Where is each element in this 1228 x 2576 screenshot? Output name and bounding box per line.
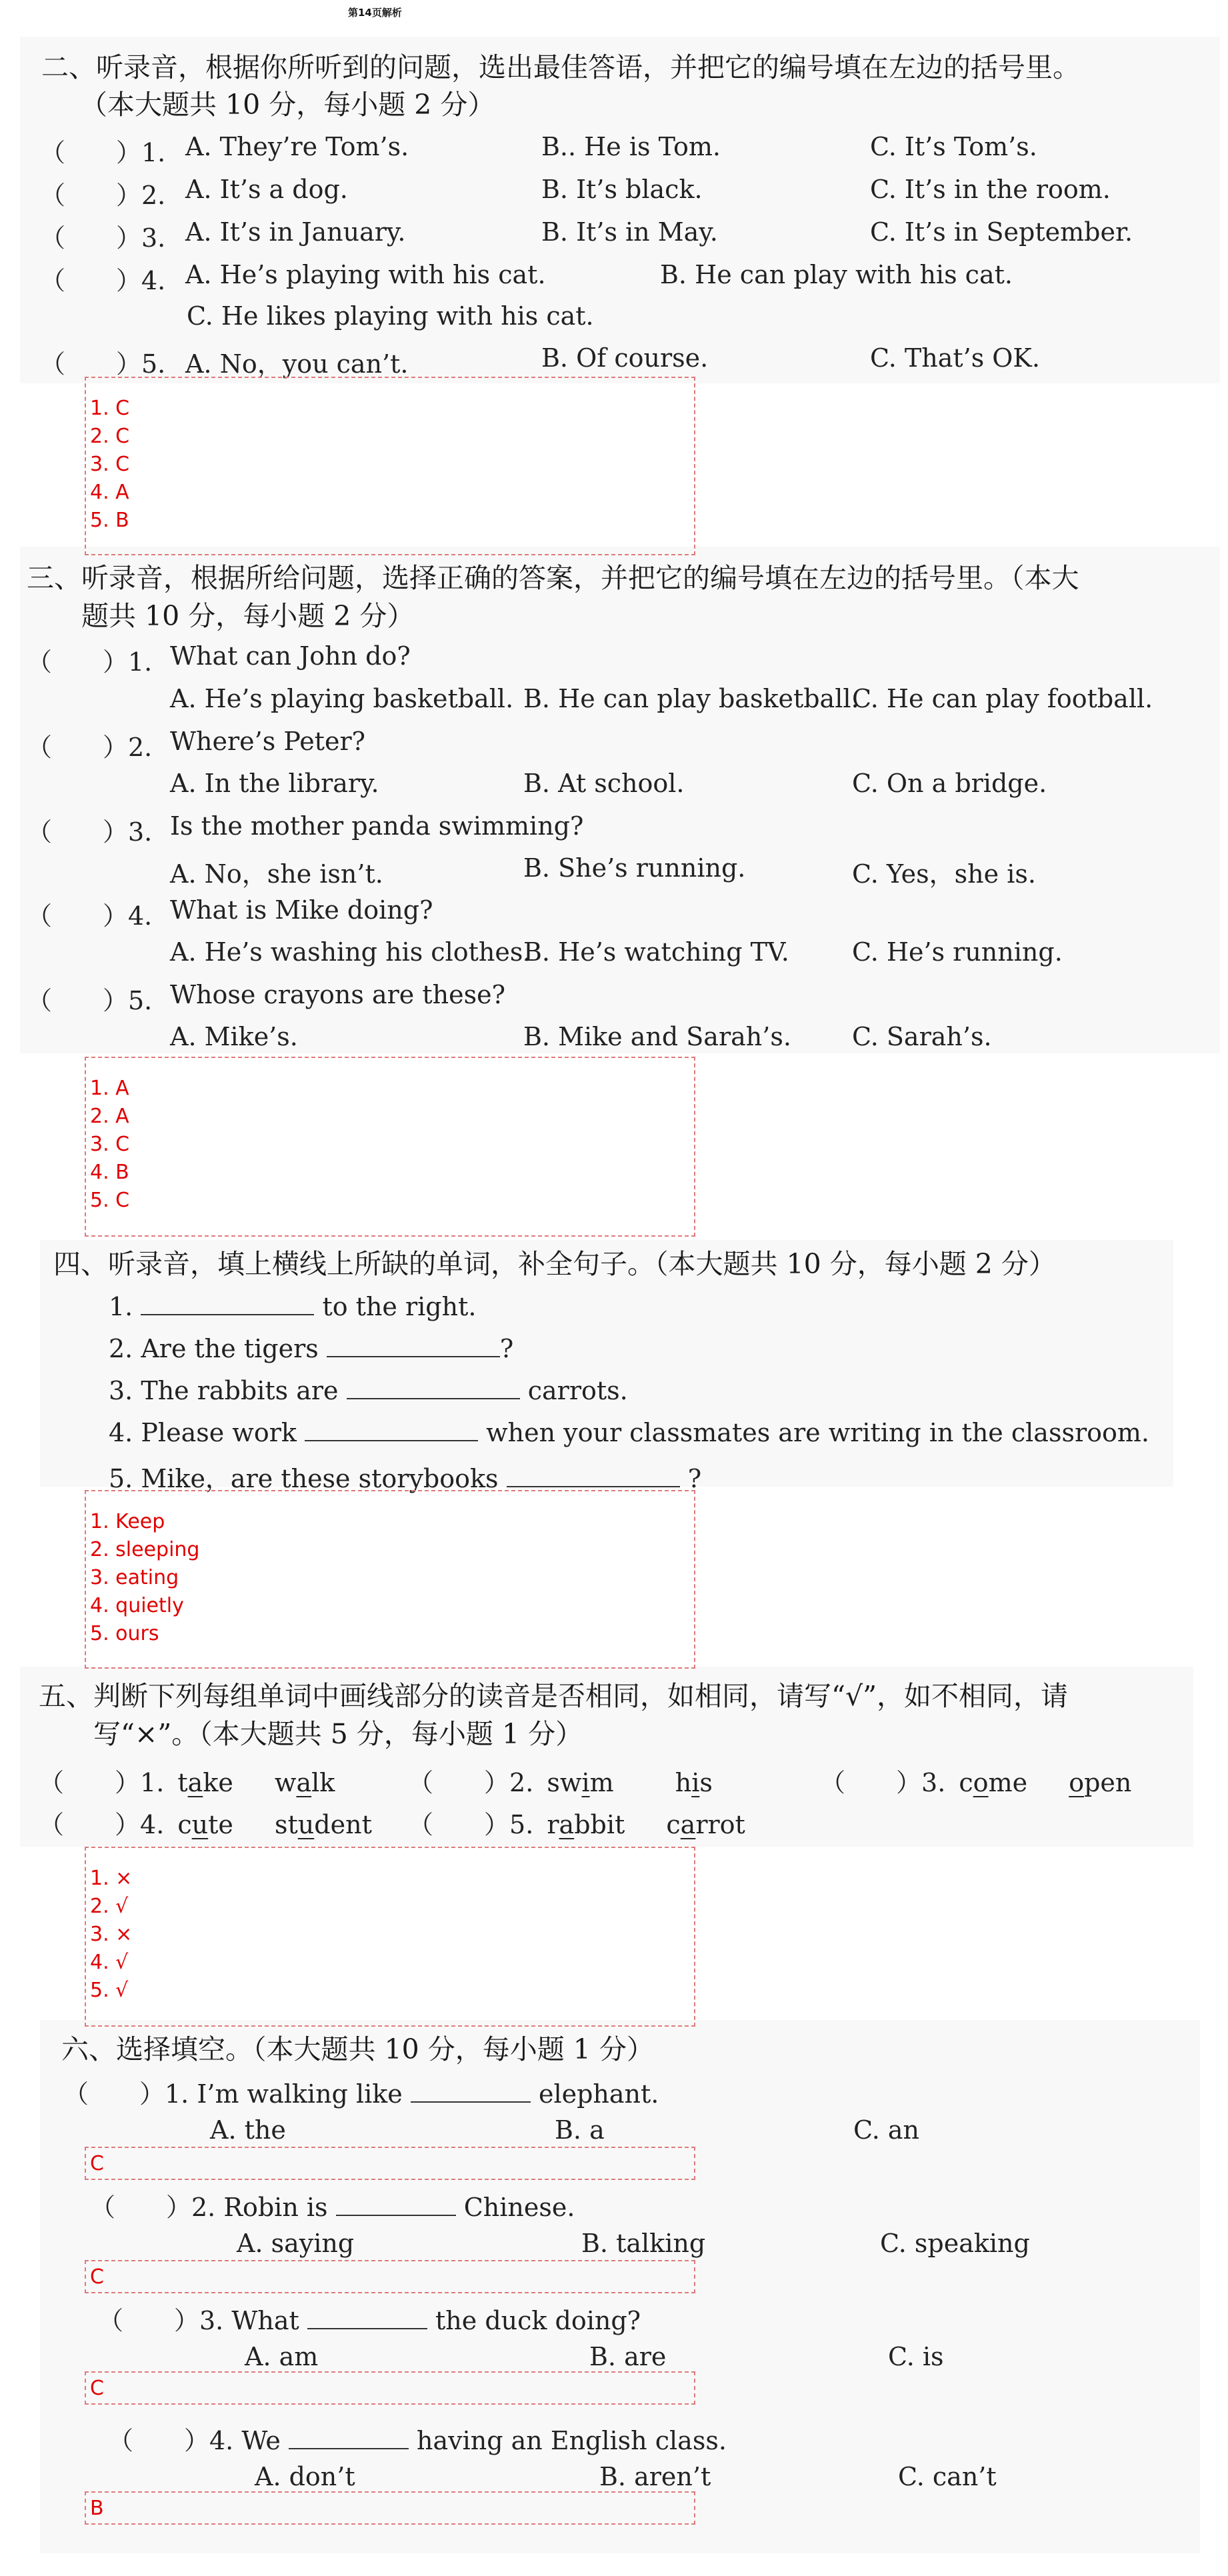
s3-q1-num: （ ）1. <box>27 647 153 677</box>
s6-q1-num: （ ）1. <box>63 2079 189 2109</box>
s4-q3 <box>109 1374 628 1405</box>
s3-q3-a: A. No，she isn’t. <box>170 859 383 889</box>
s4-answer-box <box>85 1490 695 1669</box>
s2-q1-b: B.. He is Tom. <box>541 132 721 161</box>
s6-q3 <box>98 2300 641 2337</box>
s6-q3-b: B. are <box>589 2342 667 2371</box>
s4-q3-blank <box>347 1374 520 1399</box>
s5-item-2-num: 2. <box>509 1768 534 1797</box>
s5-answer-3: 3. × <box>90 1923 133 1946</box>
s4-q4 <box>109 1416 1149 1447</box>
s2-q5-c: C. That’s OK. <box>870 343 1040 373</box>
s4-answer-4: 4. quietly <box>90 1594 184 1617</box>
s6-q2-blank <box>336 2191 456 2216</box>
s3-q2-a: A. In the library. <box>170 769 379 798</box>
s5-item-3-num: 3. <box>921 1768 946 1797</box>
s2-q5-a: A. No，you can’t. <box>185 349 409 379</box>
s2-answer-5: 5. B <box>90 509 129 532</box>
s6-q2-b: B. talking <box>581 2229 706 2258</box>
s2-answer-2: 2. C <box>90 425 130 448</box>
s5-item-2-paren: （ ） <box>408 1768 510 1797</box>
s5-answer-2: 2. √ <box>90 1895 129 1918</box>
s5-item-2-word1: swim <box>547 1768 614 1797</box>
s4-q2-num: 2. <box>109 1334 133 1364</box>
s6-q2-before: Robin is <box>223 2193 328 2222</box>
s3-q4-num: （ ）4. <box>27 901 153 931</box>
s4-q1-blank <box>141 1290 314 1315</box>
s6-q1-b: B. a <box>555 2115 605 2145</box>
s5-item-5-num: 5. <box>509 1810 534 1839</box>
s6-q3-c: C. is <box>888 2342 944 2371</box>
s4-q4-after: when your classmates are writing in the classroom. <box>486 1418 1149 1448</box>
s5-title2: 写“×”。（本大题共 5 分，每小题 1 分） <box>93 1718 583 1750</box>
s6-q4-num: （ ）4. <box>108 2426 234 2455</box>
s6-q4-b: B. aren’t <box>599 2462 711 2491</box>
page-header: 第14页解析 <box>348 7 402 19</box>
s6-q1-blank <box>411 2077 531 2103</box>
s3-q3-b: B. She’s running. <box>523 853 746 883</box>
s3-q1-b: B. He can play basketball. <box>523 684 859 713</box>
s5-item-2-word2: his <box>675 1768 713 1797</box>
s3-q3-text: Is the mother panda swimming? <box>170 811 584 841</box>
s2-answer-4: 4. A <box>90 481 129 504</box>
s6-q3-before: What <box>231 2306 299 2335</box>
s2-q5-b: B. Of course. <box>541 343 709 373</box>
s3-title2: 题共 10 分，每小题 2 分） <box>81 600 415 632</box>
s5-item-1 <box>39 1762 335 1799</box>
s3-q2-num: （ ）2. <box>27 733 153 762</box>
s5-item-1-word2: walk <box>274 1768 335 1797</box>
s3-answer-1: 1. A <box>90 1077 129 1100</box>
s2-points: （本大题共 10 分，每小题 2 分） <box>80 89 495 121</box>
s2-q1-num: （ ）1. <box>40 138 166 167</box>
s6-q1-c: C. an <box>853 2115 920 2145</box>
s3-q4-c: C. He’s running. <box>852 937 1063 967</box>
s6-q1-before: I’m walking like <box>197 2079 403 2109</box>
s3-q4-text: What is Mike doing? <box>170 895 433 925</box>
s3-title: 三、听录音，根据所给问题，选择正确的答案，并把它的编号填在左边的括号里。（本大 <box>27 562 1079 594</box>
s4-q2-before: Are the tigers <box>141 1334 319 1364</box>
s3-answer-box <box>85 1057 695 1237</box>
s6-q3-answer: C <box>90 2377 104 2400</box>
s2-q1-a: A. They’re Tom’s. <box>185 132 409 161</box>
s4-q1-num: 1. <box>109 1292 133 1322</box>
s4-q5-after: ? <box>687 1464 702 1493</box>
s3-q4-b: B. He’s watching TV. <box>523 937 789 967</box>
s2-answer-box <box>85 377 695 555</box>
s3-q5-b: B. Mike and Sarah’s. <box>523 1022 791 1051</box>
s2-answer-3: 3. C <box>90 453 130 476</box>
s5-item-5-word1: rabbit <box>547 1810 625 1839</box>
s2-q5-num: （ ）5. <box>40 349 166 379</box>
s3-q2-text: Where’s Peter? <box>170 727 365 756</box>
s6-q1-answer-box <box>85 2147 695 2180</box>
s6-q2-after: Chinese. <box>463 2193 575 2222</box>
s4-q4-before: Please work <box>141 1418 297 1448</box>
s5-item-3-word2: open <box>1069 1768 1132 1797</box>
s2-q4-c: C. He likes playing with his cat. <box>187 301 594 331</box>
s2-q3-b: B. It’s in May. <box>541 217 718 247</box>
s4-q2-blank <box>327 1332 500 1357</box>
s4-title: 四、听录音，填上横线上所缺的单词，补全句子。（本大题共 10 分，每小题 2 分） <box>53 1248 1056 1280</box>
s2-q2-c: C. It’s in the room. <box>870 175 1111 204</box>
s5-answer-box <box>85 1847 695 2027</box>
s4-q3-before: The rabbits are <box>141 1376 339 1406</box>
s5-item-5 <box>408 1804 745 1841</box>
s6-q1-a: A. the <box>210 2115 286 2145</box>
s2-q4-a: A. He’s playing with his cat. <box>185 260 546 289</box>
s3-q3-num: （ ）3. <box>27 817 153 847</box>
s2-q4-num: （ ）4. <box>40 266 166 295</box>
s2-q2-a: A. It’s a dog. <box>185 175 348 204</box>
s3-answer-3: 3. C <box>90 1133 130 1156</box>
s4-q5 <box>109 1458 701 1495</box>
s6-q2-a: A. saying <box>237 2229 355 2258</box>
s6-q2-answer: C <box>90 2265 104 2289</box>
s4-q2-after: ? <box>499 1334 514 1364</box>
s3-answer-5: 5. C <box>90 1189 130 1212</box>
s3-q4-a: A. He’s washing his clothes. <box>170 937 531 967</box>
s3-q3-c: C. Yes，she is. <box>852 859 1036 889</box>
s6-q4-before: We <box>241 2426 281 2455</box>
s2-q3-a: A. It’s in January. <box>185 217 406 247</box>
s4-q2 <box>109 1332 513 1363</box>
s2-q3-c: C. It’s in September. <box>870 217 1133 247</box>
s2-q2-num: （ ）2. <box>40 181 166 210</box>
s3-q5-c: C. Sarah’s. <box>852 1022 992 1051</box>
s4-q4-num: 4. <box>109 1418 133 1448</box>
s5-item-3-word1: come <box>959 1768 1028 1797</box>
s3-answer-2: 2. A <box>90 1105 129 1128</box>
s6-q4 <box>108 2420 727 2457</box>
s3-q5-num: （ ）5. <box>27 986 153 1015</box>
s4-answer-2: 2. sleeping <box>90 1538 200 1561</box>
s5-answer-5: 5. √ <box>90 1979 129 2002</box>
s6-q3-blank <box>307 2304 427 2329</box>
s5-item-1-word1: take <box>177 1768 233 1797</box>
s4-q4-blank <box>305 1416 478 1441</box>
s5-item-4-word2: student <box>275 1810 372 1839</box>
s6-q2-c: C. speaking <box>880 2229 1030 2258</box>
s6-q4-blank <box>289 2424 409 2449</box>
s5-answer-4: 4. √ <box>90 1951 129 1974</box>
s6-q2-answer-box <box>85 2260 695 2293</box>
s2-q4-b: B. He can play with his cat. <box>660 260 1013 289</box>
s4-answer-1: 1. Keep <box>90 1510 165 1533</box>
s2-title: 二、听录音，根据你所听到的问题，选出最佳答语，并把它的编号填在左边的括号里。 <box>41 51 1080 83</box>
s6-q4-answer-box <box>85 2491 695 2525</box>
s4-q3-num: 3. <box>109 1376 133 1406</box>
s6-q2-num: （ ）2. <box>90 2193 216 2222</box>
s6-q1-answer: C <box>90 2152 104 2175</box>
s5-item-4-paren: （ ） <box>39 1810 141 1839</box>
s5-item-3 <box>820 1762 1131 1799</box>
s4-q5-num: 5. <box>109 1464 133 1493</box>
s6-q4-answer: B <box>90 2497 104 2520</box>
s4-q5-blank <box>507 1462 680 1487</box>
s6-q3-answer-box <box>85 2371 695 2405</box>
s5-item-4 <box>39 1804 372 1841</box>
s5-item-2 <box>408 1762 713 1799</box>
s4-q1-after: to the right. <box>322 1292 477 1322</box>
s4-answer-5: 5. ours <box>90 1622 159 1645</box>
s6-q4-c: C. can’t <box>898 2462 997 2491</box>
s4-answer-3: 3. eating <box>90 1566 179 1589</box>
s6-q2 <box>90 2187 575 2223</box>
s6-q1 <box>63 2073 659 2110</box>
s5-item-4-word1: cute <box>177 1810 233 1839</box>
s5-answer-1: 1. × <box>90 1867 133 1890</box>
s3-q5-text: Whose crayons are these? <box>170 980 505 1009</box>
s5-item-3-paren: （ ） <box>820 1768 922 1797</box>
s6-q3-a: A. am <box>245 2342 319 2371</box>
s6-q4-a: A. don’t <box>255 2462 355 2491</box>
s3-q1-c: C. He can play football. <box>852 684 1153 713</box>
s3-q2-c: C. On a bridge. <box>852 769 1047 798</box>
s3-q5-a: A. Mike’s. <box>170 1022 298 1051</box>
s5-item-5-word2: carrot <box>666 1810 745 1839</box>
s3-answer-4: 4. B <box>90 1161 129 1184</box>
s2-q2-b: B. It’s black. <box>541 175 703 204</box>
s2-answer-1: 1. C <box>90 397 130 420</box>
s6-q1-after: elephant. <box>538 2079 659 2109</box>
s4-q5-before: Mike，are these storybooks <box>141 1464 499 1493</box>
s3-q2-b: B. At school. <box>523 769 685 798</box>
s5-item-4-num: 4. <box>140 1810 165 1839</box>
s3-q1-text: What can John do? <box>170 641 411 671</box>
s6-q3-after: the duck doing? <box>435 2306 641 2335</box>
s5-item-5-paren: （ ） <box>408 1810 510 1839</box>
s6-q3-num: （ ）3. <box>98 2306 224 2335</box>
s5-item-1-paren: （ ） <box>39 1768 141 1797</box>
s6-q4-after: having an English class. <box>417 2426 727 2455</box>
s3-q1-a: A. He’s playing basketball. <box>170 684 514 713</box>
s2-q1-c: C. It’s Tom’s. <box>870 132 1037 161</box>
s2-q3-num: （ ）3. <box>40 223 166 253</box>
s5-title: 五、判断下列每组单词中画线部分的读音是否相同，如相同，请写“√”，如不相同，请 <box>39 1680 1069 1712</box>
s6-title: 六、选择填空。（本大题共 10 分，每小题 1 分） <box>61 2033 654 2065</box>
s4-q3-after: carrots. <box>527 1376 628 1406</box>
s4-q1 <box>109 1290 476 1321</box>
s5-item-1-num: 1. <box>140 1768 165 1797</box>
